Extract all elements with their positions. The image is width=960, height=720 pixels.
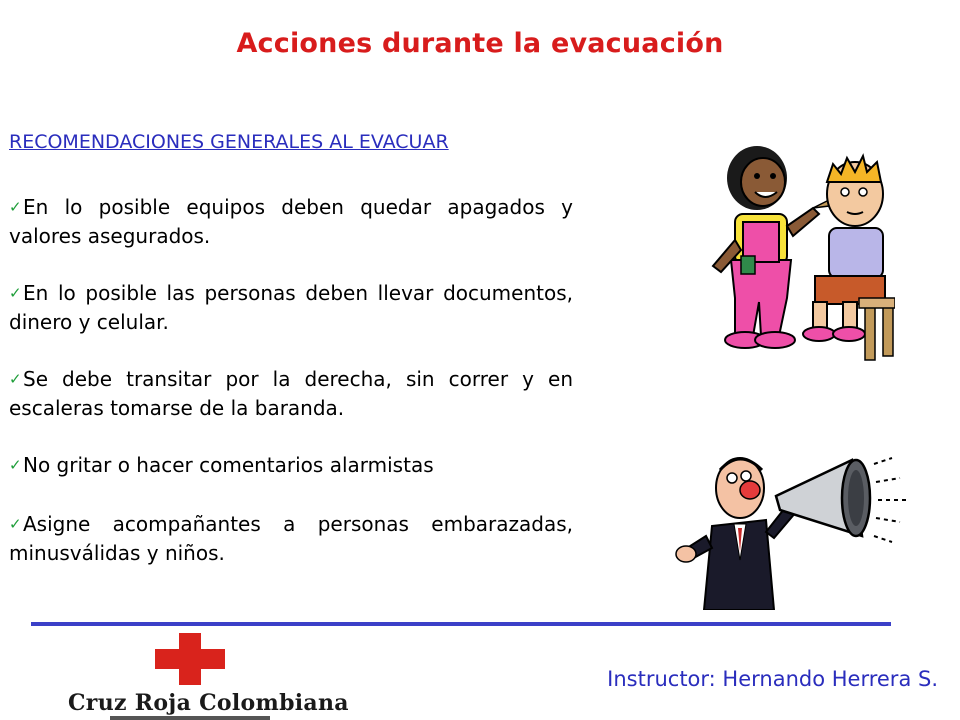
list-item-text: En lo posible las personas deben llevar documentos, dinero y celular.	[9, 281, 573, 334]
list-item-text: No gritar o hacer comentarios alarmistas	[23, 453, 434, 477]
divider-line	[31, 622, 891, 626]
list-item	[9, 510, 573, 568]
megaphone-man-illustration	[670, 440, 910, 610]
list-item	[9, 451, 573, 480]
red-cross-icon	[155, 633, 225, 685]
list-item	[9, 365, 573, 423]
organization-name: Cruz Roja Colombiana	[68, 690, 349, 716]
checkmark-icon: ✓	[9, 456, 22, 474]
list-item-text: Asigne acompañantes a personas embarazadas, minusválidas y niños.	[9, 512, 573, 565]
list-item	[9, 279, 573, 337]
logo-subtext-icon	[110, 716, 270, 720]
list-item-text: Se debe transitar por la derecha, sin correr y en escaleras tomarse de la baranda.	[9, 367, 573, 420]
children-illustration	[695, 130, 895, 362]
checkmark-icon: ✓	[9, 198, 22, 216]
checkmark-icon: ✓	[9, 284, 22, 302]
checkmark-icon: ✓	[9, 370, 22, 388]
list-item	[9, 193, 573, 251]
checkmark-icon: ✓	[9, 515, 22, 533]
list-item-text: En lo posible equipos deben quedar apagados y valores asegurados.	[9, 195, 573, 248]
section-heading: RECOMENDACIONES GENERALES AL EVACUAR	[9, 131, 449, 153]
instructor-credit: Instructor: Hernando Herrera S.	[607, 667, 938, 691]
megaphone-icon	[776, 458, 906, 542]
slide-title: Acciones durante la evacuación	[236, 28, 724, 59]
man-figure	[676, 458, 796, 610]
boy-figure	[803, 156, 895, 360]
recommendations-list	[9, 193, 573, 568]
